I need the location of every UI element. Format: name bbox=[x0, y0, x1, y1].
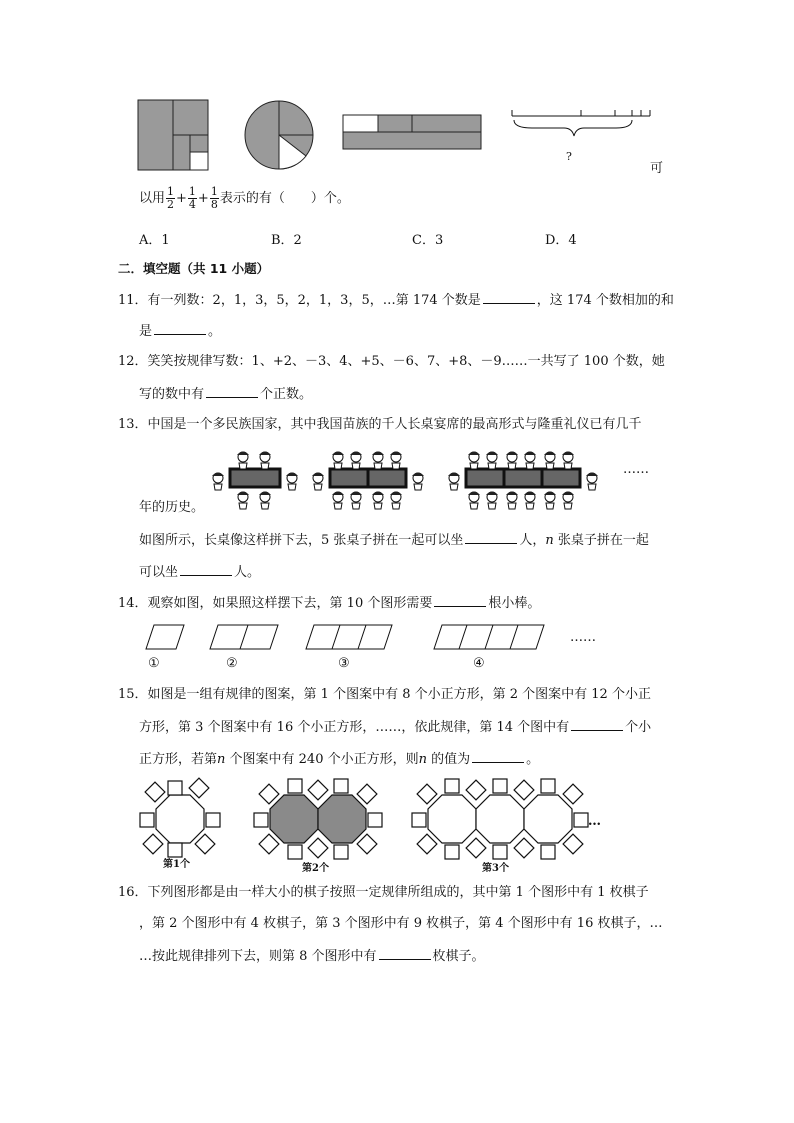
q15-label-1: 第1个 bbox=[163, 859, 190, 870]
q13-line1: 13．中国是一个多民族国家，其中我国苗族的千人长桌宴席的最高形式与隆重礼仪已有几千 bbox=[118, 417, 642, 432]
figure-bar bbox=[343, 115, 483, 150]
q15-label-3: 第3个 bbox=[482, 863, 509, 874]
q15-line2: 方形，第 3 个图案中有 16 个小正方形，……，依此规律，第 14 个图中有 个小 bbox=[139, 717, 651, 738]
figure-pie bbox=[244, 100, 314, 170]
answer-blank[interactable] bbox=[379, 946, 431, 960]
figure-parallelograms bbox=[138, 625, 558, 655]
q14-label-1: ① bbox=[148, 656, 160, 671]
answer-blank[interactable] bbox=[483, 290, 535, 304]
fraction-half: $\frac{1}{2}$ bbox=[167, 185, 175, 211]
q16-line2: ，第 2 个图形中有 4 枚棋子，第 3 个图形中有 9 枚棋子，第 4 个图形中有 16 枚棋子，… bbox=[139, 916, 663, 931]
section-title: 二．填空题（共 11 小题） bbox=[118, 261, 270, 276]
figure-nested-squares bbox=[138, 100, 208, 170]
answer-blank[interactable] bbox=[571, 717, 623, 731]
q14-ellipsis: …… bbox=[570, 630, 596, 645]
answer-blank[interactable] bbox=[434, 593, 486, 607]
q11-line1: 11．有一列数：2，1，3，5，2，1，3，5，…第 174 个数是 ，这 174 个数相加的和 bbox=[118, 290, 674, 311]
q14-label-3: ③ bbox=[338, 656, 350, 671]
q14-line1: 14．观察如图，如果照这样摆下去，第 10 个图形需要 根小棒。 bbox=[118, 593, 540, 614]
q15-ellipsis: … bbox=[588, 814, 601, 829]
q13-line4: 可以坐 人。 bbox=[139, 562, 260, 583]
brace-label: ? bbox=[566, 150, 572, 163]
figure-number-line-brace bbox=[512, 108, 652, 148]
answer-blank[interactable] bbox=[180, 562, 232, 576]
figure-long-tables bbox=[210, 449, 630, 509]
fraction-quarter: $\frac{1}{4}$ bbox=[188, 185, 196, 211]
q10-tail-char: 可 bbox=[650, 161, 664, 176]
q10-stem: 以用 $\frac{1}{2}$ + $\frac{1}{4}$ + $\frac{1}{8}$ 表示的有（ ）个。 bbox=[139, 185, 350, 211]
option-d[interactable]: D．4 bbox=[545, 233, 577, 248]
q13-line2: 年的历史。 bbox=[139, 500, 205, 515]
fraction-eighth: $\frac{1}{8}$ bbox=[210, 185, 218, 211]
answer-blank[interactable] bbox=[154, 321, 206, 335]
q15-line3: 正方形，若第n 个图案中有 240 个小正方形，则n 的值为 。 bbox=[139, 749, 539, 770]
q11-line2: 是 。 bbox=[139, 321, 221, 342]
q14-label-4: ④ bbox=[473, 656, 485, 671]
option-c[interactable]: C．3 bbox=[412, 233, 444, 248]
figure-octagon-pattern bbox=[138, 775, 618, 865]
q12-line2: 写的数中有 个正数。 bbox=[139, 384, 312, 405]
answer-blank[interactable] bbox=[206, 384, 258, 398]
option-a[interactable]: A．1 bbox=[139, 233, 170, 248]
q15-line1: 15．如图是一组有规律的图案，第 1 个图案中有 8 个小正方形，第 2 个图案中有 12 个小正 bbox=[118, 687, 651, 702]
q16-line3: …按此规律排列下去，则第 8 个图形中有 枚棋子。 bbox=[139, 946, 485, 967]
q16-line1: 16．下列图形都是由一样大小的棋子按照一定规律所组成的，其中第 1 个图形中有 1 枚棋子 bbox=[118, 885, 649, 900]
q13-line3: 如图所示，长桌像这样拼下去，5 张桌子拼在一起可以坐 人，n 张桌子拼在一起 bbox=[139, 530, 649, 551]
q13-ellipsis: …… bbox=[623, 462, 649, 477]
q15-label-2: 第2个 bbox=[302, 863, 329, 874]
q12-line1: 12．笑笑按规律写数：1、+2、－3、4、+5、－6、7、+8、－9……一共写了 100 个数，她 bbox=[118, 354, 665, 369]
q14-label-2: ② bbox=[226, 656, 238, 671]
answer-blank[interactable] bbox=[472, 749, 524, 763]
answer-blank[interactable] bbox=[465, 530, 517, 544]
option-b[interactable]: B．2 bbox=[271, 233, 302, 248]
